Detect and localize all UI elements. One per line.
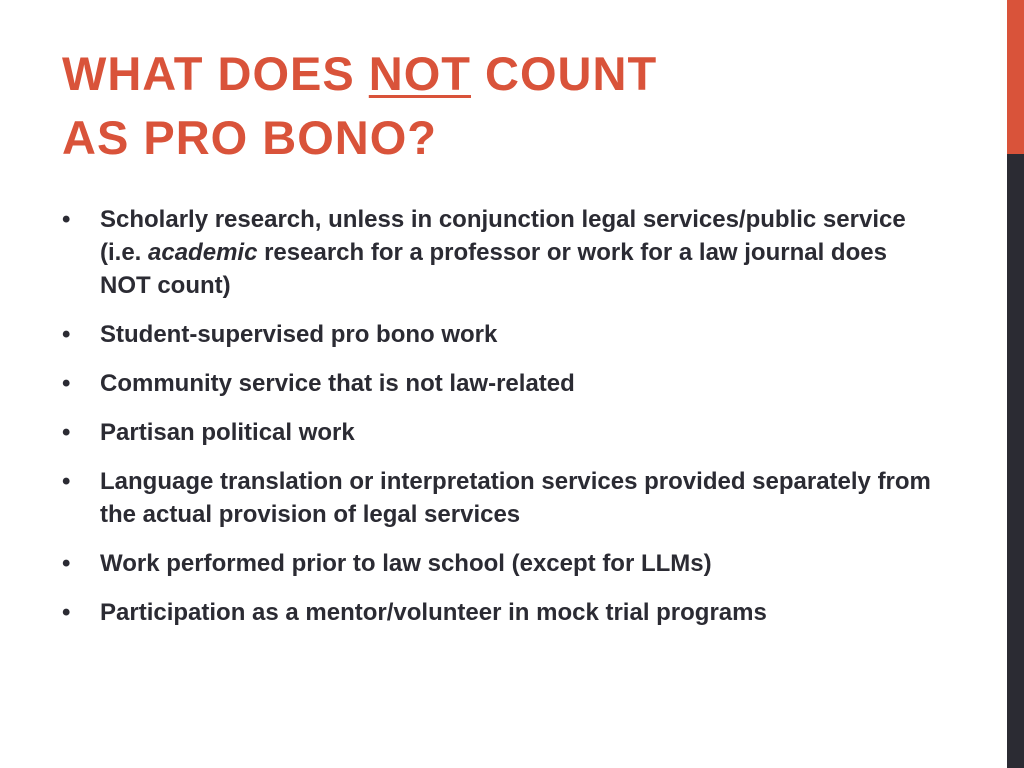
accent-side-bar (1007, 0, 1024, 154)
dark-side-bar (1007, 154, 1024, 768)
slide-title (62, 42, 962, 170)
bullet-text-part: Scholarly research, unless in conjunction legal services/public service (i.e. (100, 206, 906, 266)
bullet-italic-word: academic (148, 239, 258, 266)
title-text-start: WHAT DOES (62, 47, 369, 100)
title-underlined-word: NOT (368, 47, 471, 100)
bullet-text-part: research for a professor or work for a law journal does NOT count) (100, 239, 887, 299)
bullet-item-scholarly-research (62, 203, 942, 302)
bullet-item-language-translation: • Language translation or interpretation services provided separately from the actual provision of legal services (62, 465, 942, 531)
bullet-item-partisan-political: • Partisan political work (62, 416, 942, 449)
bullet-item-student-supervised: • Student-supervised pro bono work (62, 318, 942, 351)
bullet-item-mock-trial: • Participation as a mentor/volunteer in mock trial programs (62, 596, 942, 629)
title-line-two: AS PRO BONO? (62, 111, 437, 164)
bullet-list (62, 203, 942, 645)
title-text-end: COUNT (471, 47, 658, 100)
bullet-item-community-service: • Community service that is not law-related (62, 367, 942, 400)
bullet-item-prior-to-law-school: • Work performed prior to law school (except for LLMs) (62, 547, 942, 580)
